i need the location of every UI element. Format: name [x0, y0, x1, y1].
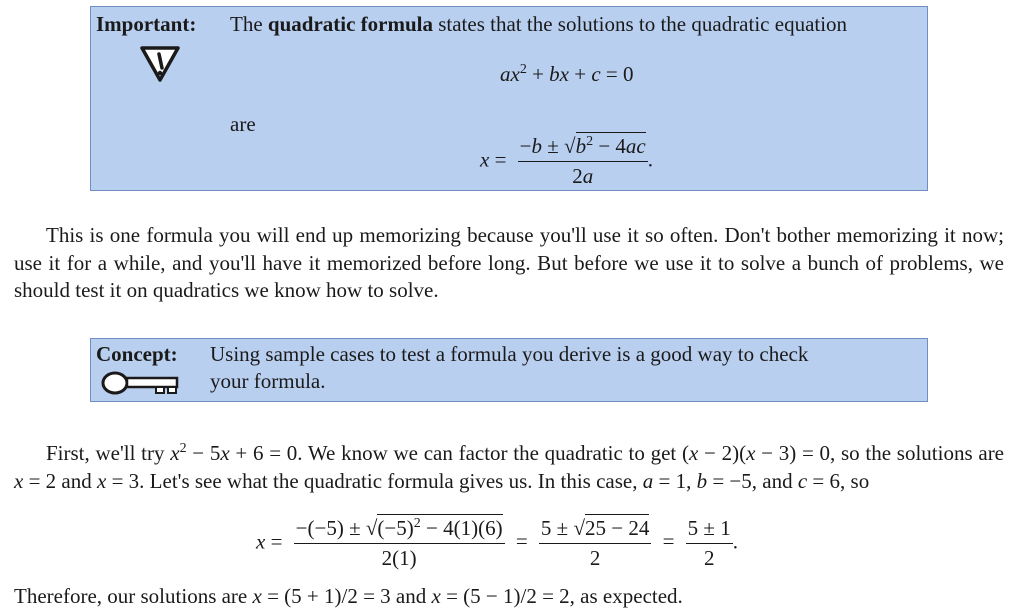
important-label: Important:	[96, 12, 197, 36]
warning-triangle-icon	[138, 44, 182, 89]
conclusion: Therefore, our solutions are x = (5 + 1)/2 = 3 and x = (5 − 1)/2 = 2, as expected.	[14, 584, 683, 608]
paragraph-2: First, we'll try $x^2 - 5x + 6 = 0$. We know we can factor the quadratic to get (x − 2)(x − 3) = 0, so the solutions are x = 2 and x = 3. Let's see what the quadratic formula gives us. In this case, a = 1, b = −5, and c = 6, so	[14, 441, 1005, 493]
concept-label: Concept:	[96, 342, 178, 366]
concept-line-1: Using sample cases to test a formula you derive is a good way to check	[210, 342, 809, 366]
important-statement: The quadratic formula states that the solutions to the quadratic equation	[230, 12, 848, 36]
paragraph-1: This is one formula you will end up memorizing because you'll use it so often. Don't bother memorizing it now; use it for a while, and you'll have it memorized before long. But before we use it to solve a bunch of problems, we should test it on quadratics we know how to solve.	[14, 223, 1004, 302]
concept-line-2: your formula.	[210, 369, 326, 393]
quadratic-formula: x = $\frac{-b \pm √b^2 - 4ac}{2a}$ .	[480, 134, 653, 188]
worked-example: x = $\frac{-(-5) \pm √(-5)^2 - 4(1)(6)}{2(1)}$ = $\frac{5 \pm √25 - 24}{2}$ = $\frac{5 \pm 1}{2}$ .	[256, 516, 738, 570]
quadratic-equation: $ax^2$ + bx + c = 0	[500, 62, 634, 86]
bold-term: quadratic formula	[267, 12, 433, 36]
key-icon	[100, 370, 184, 401]
are-text: are	[230, 112, 256, 136]
